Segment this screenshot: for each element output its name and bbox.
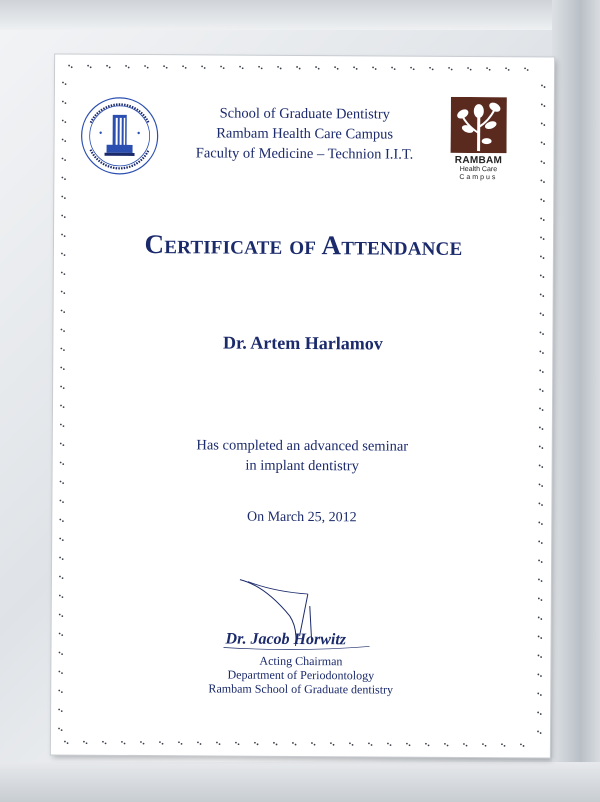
border-dot: [62, 482, 64, 484]
border-dot: [61, 177, 63, 179]
institution-header: [154, 103, 454, 165]
border-dot: [109, 67, 111, 69]
border-dot: [86, 742, 88, 744]
border-dot: [543, 162, 545, 164]
border-dot: [539, 389, 541, 391]
header-faculty: Faculty of Medicine – Technion I.I.T.: [195, 145, 414, 163]
border-dot: [106, 65, 108, 67]
border-dot: [295, 744, 297, 746]
border-dot: [543, 143, 545, 145]
border-dot: [541, 485, 543, 487]
border-dot: [223, 67, 225, 69]
border-dot: [61, 329, 63, 331]
border-dot: [523, 745, 525, 747]
border-dot: [543, 124, 545, 126]
border-dot: [540, 294, 542, 296]
signature-text: Dr. Jacob Horwitz: [225, 630, 347, 649]
border-dot: [330, 742, 332, 744]
border-dot: [315, 66, 317, 68]
border-dot: [538, 636, 540, 638]
border-dot: [62, 139, 64, 141]
border-dot: [61, 272, 63, 274]
border-dot: [147, 67, 149, 69]
border-dot: [387, 743, 389, 745]
border-dot: [333, 744, 335, 746]
border-dot: [62, 82, 64, 84]
border-dot: [61, 729, 63, 731]
border-dot: [64, 197, 66, 199]
border-dot: [204, 67, 206, 69]
border-dot: [102, 741, 104, 743]
border-dot: [425, 743, 427, 745]
border-dot: [62, 577, 64, 579]
border-dot: [489, 69, 491, 71]
border-dot: [432, 68, 434, 70]
border-dot: [60, 481, 62, 483]
border-dot: [544, 105, 546, 107]
border-dot: [62, 158, 64, 160]
border-dot: [428, 744, 430, 746]
description-line-2: in implant dentistry: [245, 457, 359, 475]
border-dot: [197, 741, 199, 743]
border-dot: [87, 65, 89, 67]
border-dot: [451, 69, 453, 71]
border-dot: [128, 67, 130, 69]
header-campus: Rambam Health Care Campus: [216, 125, 394, 143]
certificate-paper: [51, 54, 554, 757]
border-dot: [63, 368, 65, 370]
border-dot: [63, 292, 65, 294]
border-dot: [185, 67, 187, 69]
border-dot: [466, 745, 468, 747]
border-dot: [83, 741, 85, 743]
border-dot: [65, 83, 67, 85]
border-dot: [375, 68, 377, 70]
frame-bottom-edge: [0, 762, 600, 802]
border-dot: [254, 742, 256, 744]
border-dot: [59, 633, 61, 635]
border-dot: [64, 121, 66, 123]
border-dot: [71, 66, 73, 68]
border-dot: [64, 216, 66, 218]
border-dot: [501, 743, 503, 745]
rambam-tree-logo-icon: [451, 97, 507, 153]
border-dot: [220, 66, 222, 68]
border-dot: [539, 503, 541, 505]
border-dot: [540, 618, 542, 620]
border-dot: [121, 741, 123, 743]
border-dot: [543, 219, 545, 221]
border-dot: [537, 731, 539, 733]
border-dot: [140, 741, 142, 743]
border-dot: [429, 67, 431, 69]
border-dot: [467, 67, 469, 69]
border-dot: [238, 743, 240, 745]
border-dot: [273, 742, 275, 744]
border-dot: [410, 67, 412, 69]
border-dot: [409, 744, 411, 746]
border-dot: [539, 484, 541, 486]
border-dot: [296, 66, 298, 68]
border-dot: [391, 67, 393, 69]
border-dot: [58, 728, 60, 730]
rambam-logo: [444, 97, 513, 181]
border-dot: [544, 86, 546, 88]
border-dot: [200, 743, 202, 745]
border-dot: [159, 741, 161, 743]
border-dot: [61, 196, 63, 198]
border-dot: [337, 68, 339, 70]
border-dot: [242, 67, 244, 69]
border-dot: [541, 580, 543, 582]
border-dot: [63, 311, 65, 313]
border-dot: [62, 539, 64, 541]
border-dot: [504, 745, 506, 747]
border-dot: [541, 85, 543, 87]
border-dot: [64, 178, 66, 180]
border-dot: [353, 66, 355, 68]
border-dot: [124, 743, 126, 745]
border-dot: [216, 742, 218, 744]
border-dot: [543, 181, 545, 183]
signer-title: Acting Chairman: [259, 653, 343, 669]
border-dot: [63, 273, 65, 275]
border-dot: [60, 386, 62, 388]
border-dot: [59, 576, 61, 578]
description-line-1: Has completed an advanced seminar: [196, 437, 409, 455]
border-dot: [541, 123, 543, 125]
border-dot: [125, 65, 127, 67]
border-dot: [277, 66, 279, 68]
border-dot: [68, 65, 70, 67]
border-dot: [63, 406, 65, 408]
rambam-sub-campus: Campus: [459, 173, 498, 182]
achievement-description: [53, 434, 552, 477]
border-dot: [372, 67, 374, 69]
border-dot: [444, 743, 446, 745]
border-dot: [508, 69, 510, 71]
border-dot: [62, 120, 64, 122]
border-dot: [311, 742, 313, 744]
certificate-date: On March 25, 2012: [246, 509, 357, 526]
border-dot: [448, 67, 450, 69]
border-dot: [538, 579, 540, 581]
border-dot: [61, 615, 63, 617]
border-dot: [539, 370, 541, 372]
border-dot: [63, 387, 65, 389]
border-dot: [540, 218, 542, 220]
frame-right-edge: [552, 0, 600, 802]
border-dot: [394, 68, 396, 70]
border-dot: [485, 745, 487, 747]
border-dot: [61, 634, 63, 636]
border-dot: [61, 291, 63, 293]
border-dot: [261, 67, 263, 69]
border-dot: [62, 558, 64, 560]
signer-department: Department of Periodontology: [227, 667, 375, 683]
border-dot: [541, 504, 543, 506]
border-dot: [235, 742, 237, 744]
border-dot: [538, 598, 540, 600]
border-dot: [540, 713, 542, 715]
border-dot: [59, 538, 61, 540]
border-dot: [463, 743, 465, 745]
border-dot: [524, 67, 526, 69]
border-dot: [64, 140, 66, 142]
border-dot: [542, 276, 544, 278]
border-dot: [539, 408, 541, 410]
frame-top-edge: [0, 0, 600, 30]
border-dot: [368, 743, 370, 745]
border-dot: [67, 742, 69, 744]
border-dot: [144, 65, 146, 67]
border-dot: [276, 744, 278, 746]
border-dot: [538, 541, 540, 543]
border-dot: [540, 275, 542, 277]
border-dot: [352, 744, 354, 746]
border-dot: [181, 743, 183, 745]
border-dot: [390, 744, 392, 746]
border-dot: [59, 595, 61, 597]
border-dot: [542, 428, 544, 430]
border-dot: [257, 743, 259, 745]
border-dot: [65, 102, 67, 104]
border-dot: [318, 68, 320, 70]
border-dot: [413, 68, 415, 70]
border-dot: [349, 742, 351, 744]
border-dot: [540, 732, 542, 734]
border-dot: [541, 542, 543, 544]
border-dot: [527, 69, 529, 71]
border-dot: [62, 101, 64, 103]
border-dot: [538, 560, 540, 562]
border-dot: [520, 743, 522, 745]
border-dot: [60, 424, 62, 426]
border-dot: [163, 65, 165, 67]
border-dot: [299, 68, 301, 70]
recipient-name: Dr. Artem Harlamov: [222, 332, 383, 354]
border-dot: [280, 68, 282, 70]
border-dot: [62, 501, 64, 503]
border-dot: [542, 295, 544, 297]
border-dot: [540, 180, 542, 182]
border-dot: [58, 709, 60, 711]
rambam-sub-health-care: Health Care: [459, 165, 498, 174]
border-dot: [292, 742, 294, 744]
border-dot: [314, 744, 316, 746]
border-dot: [60, 405, 62, 407]
border-dot: [540, 332, 542, 334]
border-dot: [541, 104, 543, 106]
border-dot: [447, 745, 449, 747]
border-dot: [537, 712, 539, 714]
border-dot: [90, 66, 92, 68]
border-dot: [334, 66, 336, 68]
border-dot: [61, 215, 63, 217]
border-dot: [166, 67, 168, 69]
certificate-title: Certificate of Attendance: [144, 229, 463, 261]
border-dot: [63, 425, 65, 427]
border-dot: [62, 596, 64, 598]
border-dot: [61, 310, 63, 312]
border-dot: [371, 744, 373, 746]
border-dot: [143, 743, 145, 745]
border-dot: [540, 313, 542, 315]
border-dot: [59, 614, 61, 616]
border-dot: [356, 68, 358, 70]
border-dot: [60, 500, 62, 502]
border-dot: [239, 66, 241, 68]
border-dot: [162, 743, 164, 745]
border-dot: [541, 599, 543, 601]
rambam-name: RAMBAM: [454, 154, 503, 167]
header-school: School of Graduate Dentistry: [219, 105, 391, 123]
border-dot: [542, 371, 544, 373]
border-dot: [541, 161, 543, 163]
border-dot: [486, 67, 488, 69]
border-dot: [182, 65, 184, 67]
border-dot: [258, 66, 260, 68]
handwritten-signature: [219, 575, 379, 656]
border-dot: [541, 142, 543, 144]
border-dot: [219, 743, 221, 745]
border-dot: [61, 710, 63, 712]
border-dot: [505, 67, 507, 69]
border-dot: [540, 637, 542, 639]
border-dot: [541, 561, 543, 563]
border-dot: [543, 200, 545, 202]
border-dot: [201, 65, 203, 67]
border-dot: [542, 390, 544, 392]
border-dot: [64, 741, 66, 743]
border-dot: [406, 743, 408, 745]
border-dot: [538, 617, 540, 619]
signer-block: [51, 652, 550, 697]
border-dot: [482, 743, 484, 745]
border-dot: [64, 159, 66, 161]
border-dot: [542, 314, 544, 316]
signer-school: Rambam School of Graduate dentistry: [208, 681, 394, 697]
border-dot: [542, 409, 544, 411]
border-dot: [105, 742, 107, 744]
technion-faculty-seal-icon: [78, 95, 160, 177]
border-dot: [178, 741, 180, 743]
border-dot: [539, 427, 541, 429]
border-dot: [60, 367, 62, 369]
border-dot: [59, 557, 61, 559]
border-dot: [470, 69, 472, 71]
border-dot: [540, 199, 542, 201]
